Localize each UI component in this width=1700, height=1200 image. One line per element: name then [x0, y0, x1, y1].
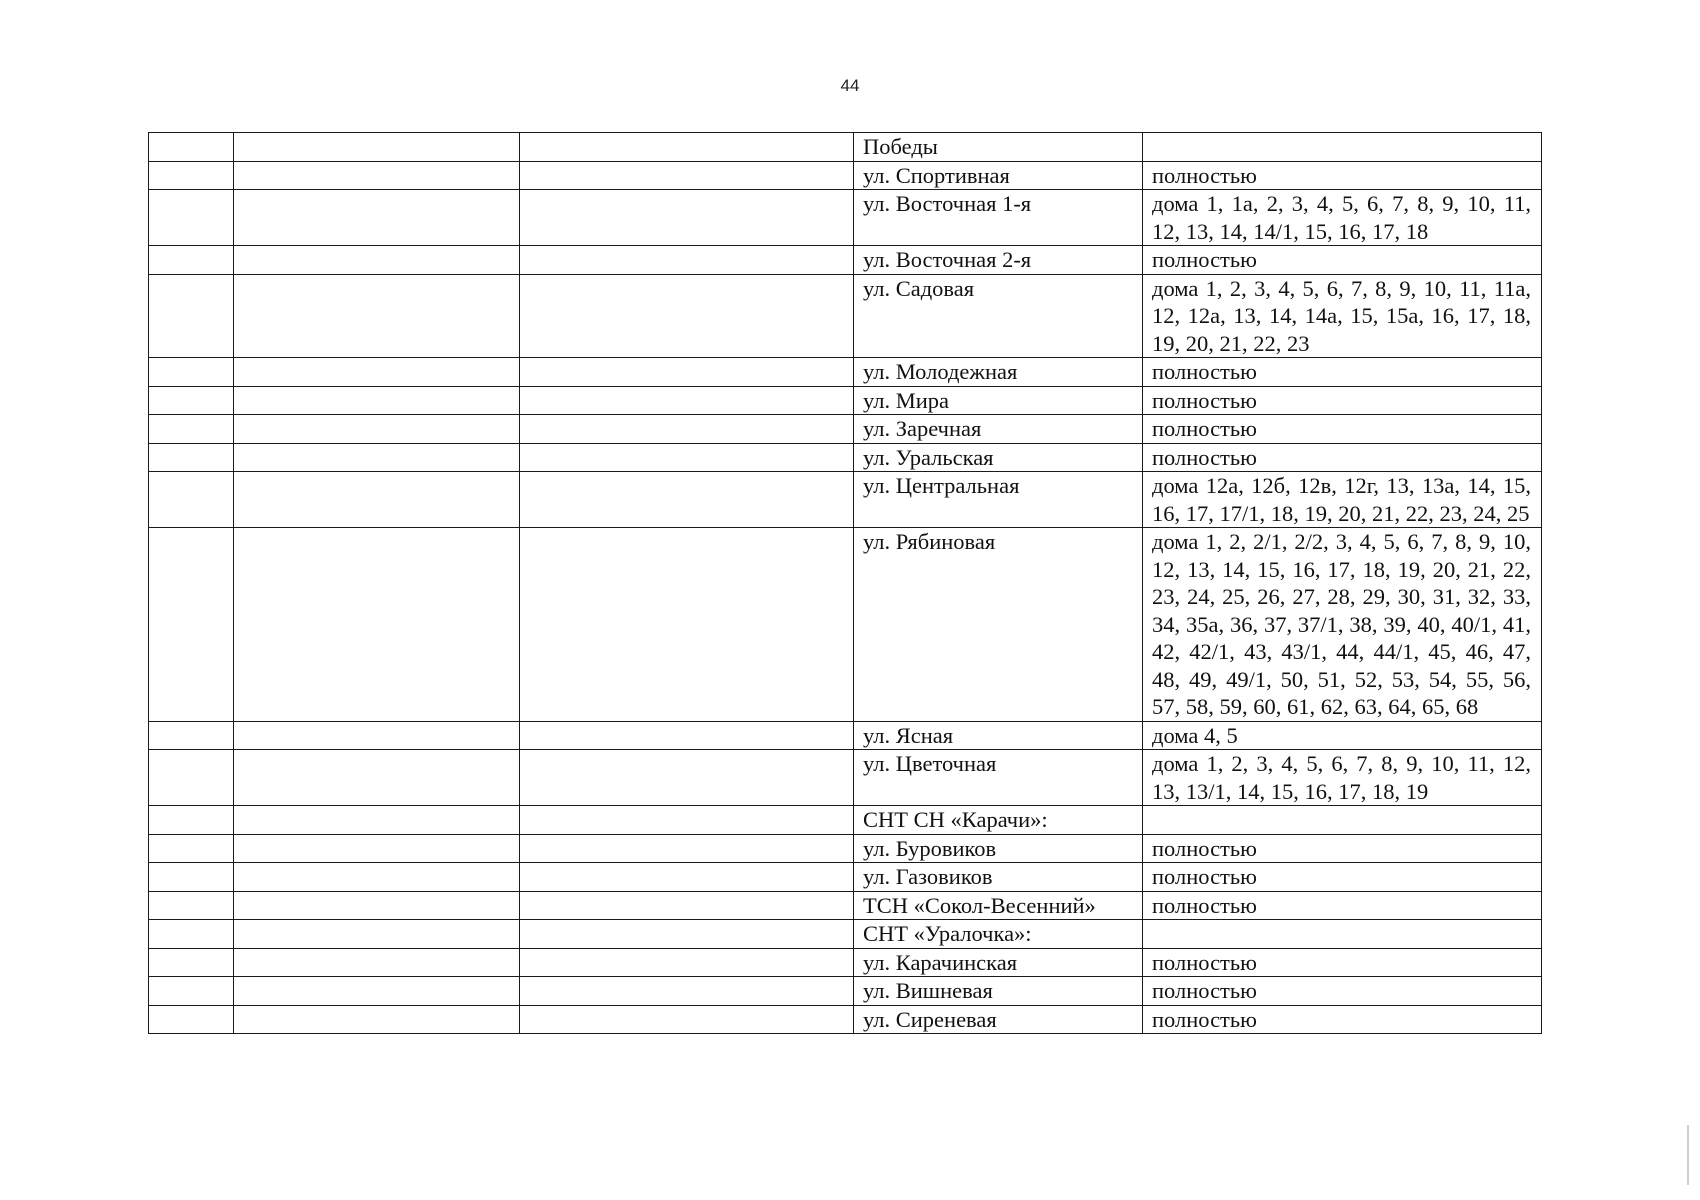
empty-cell [234, 358, 520, 387]
houses-cell: дома 12а, 12б, 12в, 12г, 13, 13а, 14, 15, 16, 17, 17/1, 18, 19, 20, 21, 22, 23, 24, 25 [1143, 472, 1542, 528]
street-cell: ул. Вишневая [854, 977, 1143, 1006]
empty-cell [149, 806, 234, 835]
table-row [149, 472, 1542, 528]
page-number: 44 [840, 76, 860, 95]
empty-cell [520, 834, 854, 863]
table-row [149, 443, 1542, 472]
houses-cell: полностью [1143, 161, 1542, 190]
houses-cell: дома 4, 5 [1143, 721, 1542, 750]
empty-cell [234, 891, 520, 920]
empty-cell [520, 133, 854, 162]
street-cell: СНТ СН «Карачи»: [854, 806, 1143, 835]
empty-cell [149, 920, 234, 949]
table-row [149, 246, 1542, 275]
street-cell: ул. Рябиновая [854, 528, 1143, 722]
houses-cell: полностью [1143, 863, 1542, 892]
houses-cell: дома 1, 2, 3, 4, 5, 6, 7, 8, 9, 10, 11, 12, 13, 13/1, 14, 15, 16, 17, 18, 19 [1143, 750, 1542, 806]
empty-cell [149, 891, 234, 920]
street-cell: ул. Центральная [854, 472, 1143, 528]
empty-cell [234, 133, 520, 162]
table-row [149, 274, 1542, 358]
address-table-body [149, 133, 1542, 1034]
houses-cell: полностью [1143, 834, 1542, 863]
empty-cell [149, 721, 234, 750]
table-row [149, 806, 1542, 835]
empty-cell [520, 948, 854, 977]
empty-cell [234, 948, 520, 977]
empty-cell [149, 863, 234, 892]
street-cell: ул. Заречная [854, 415, 1143, 444]
empty-cell [520, 920, 854, 949]
street-cell: Победы [854, 133, 1143, 162]
houses-cell [1143, 920, 1542, 949]
empty-cell [149, 386, 234, 415]
street-cell: ул. Газовиков [854, 863, 1143, 892]
empty-cell [520, 358, 854, 387]
empty-cell [520, 863, 854, 892]
table-row [149, 386, 1542, 415]
street-cell: ул. Сиреневая [854, 1005, 1143, 1034]
table-row [149, 415, 1542, 444]
houses-cell: полностью [1143, 386, 1542, 415]
empty-cell [234, 806, 520, 835]
empty-cell [234, 415, 520, 444]
table-row [149, 528, 1542, 722]
empty-cell [149, 977, 234, 1006]
empty-cell [520, 977, 854, 1006]
empty-cell [520, 246, 854, 275]
empty-cell [149, 472, 234, 528]
table-row [149, 190, 1542, 246]
street-cell: ул. Ясная [854, 721, 1143, 750]
empty-cell [149, 161, 234, 190]
empty-cell [520, 806, 854, 835]
table-row [149, 750, 1542, 806]
table-row [149, 1005, 1542, 1034]
street-cell: ул. Молодежная [854, 358, 1143, 387]
empty-cell [520, 443, 854, 472]
street-cell: ул. Восточная 1-я [854, 190, 1143, 246]
street-cell: СНТ «Уралочка»: [854, 920, 1143, 949]
empty-cell [149, 246, 234, 275]
empty-cell [234, 161, 520, 190]
empty-cell [149, 274, 234, 358]
empty-cell [149, 834, 234, 863]
table-row [149, 721, 1542, 750]
empty-cell [149, 443, 234, 472]
empty-cell [520, 190, 854, 246]
table-row [149, 948, 1542, 977]
houses-cell: полностью [1143, 1005, 1542, 1034]
empty-cell [234, 274, 520, 358]
empty-cell [520, 472, 854, 528]
street-cell: ул. Буровиков [854, 834, 1143, 863]
street-cell: ул. Восточная 2-я [854, 246, 1143, 275]
empty-cell [234, 528, 520, 722]
houses-cell: дома 1, 2, 2/1, 2/2, 3, 4, 5, 6, 7, 8, 9, 10, 12, 13, 14, 15, 16, 17, 18, 19, 20, 21, 22, 23, 24, 25, 26, 27, 28, 29, 30, 31, 32, 33, 34, 35а, 36, 37, 37/1, 38, 39, 40, 40/1, 41, 42, 42/1, 43, 43/1, 44, 44/1, 45, 46, 47, 48, 49, 49/1, 50, 51, 52, 53, 54, 55, 56, 57, 58, 59, 60, 61, 62, 63, 64, 65, 68 [1143, 528, 1542, 722]
table-row [149, 920, 1542, 949]
empty-cell [520, 1005, 854, 1034]
houses-cell: полностью [1143, 415, 1542, 444]
houses-cell: дома 1, 1а, 2, 3, 4, 5, 6, 7, 8, 9, 10, 11, 12, 13, 14, 14/1, 15, 16, 17, 18 [1143, 190, 1542, 246]
empty-cell [234, 977, 520, 1006]
houses-cell: дома 1, 2, 3, 4, 5, 6, 7, 8, 9, 10, 11, 11а, 12, 12а, 13, 14, 14а, 15, 15а, 16, 17, 18, 19, 20, 21, 22, 23 [1143, 274, 1542, 358]
houses-cell: полностью [1143, 443, 1542, 472]
empty-cell [234, 1005, 520, 1034]
empty-cell [149, 750, 234, 806]
empty-cell [234, 863, 520, 892]
empty-cell [520, 528, 854, 722]
table-row [149, 891, 1542, 920]
empty-cell [520, 161, 854, 190]
empty-cell [234, 190, 520, 246]
empty-cell [149, 358, 234, 387]
street-cell: ТСН «Сокол-Весенний» [854, 891, 1143, 920]
houses-cell [1143, 806, 1542, 835]
table-row [149, 358, 1542, 387]
empty-cell [520, 386, 854, 415]
street-cell: ул. Карачинская [854, 948, 1143, 977]
street-cell: ул. Мира [854, 386, 1143, 415]
houses-cell: полностью [1143, 891, 1542, 920]
empty-cell [234, 920, 520, 949]
empty-cell [520, 415, 854, 444]
address-table [148, 132, 1542, 1034]
empty-cell [234, 721, 520, 750]
houses-cell: полностью [1143, 246, 1542, 275]
empty-cell [149, 133, 234, 162]
houses-cell: полностью [1143, 358, 1542, 387]
street-cell: ул. Садовая [854, 274, 1143, 358]
empty-cell [149, 528, 234, 722]
empty-cell [234, 443, 520, 472]
empty-cell [520, 750, 854, 806]
empty-cell [234, 834, 520, 863]
empty-cell [234, 472, 520, 528]
street-cell: ул. Уральская [854, 443, 1143, 472]
scan-artifact-line [1687, 1125, 1689, 1185]
empty-cell [234, 386, 520, 415]
empty-cell [234, 750, 520, 806]
empty-cell [520, 274, 854, 358]
houses-cell: полностью [1143, 977, 1542, 1006]
empty-cell [520, 721, 854, 750]
houses-cell: полностью [1143, 948, 1542, 977]
empty-cell [149, 948, 234, 977]
empty-cell [149, 415, 234, 444]
table-row [149, 834, 1542, 863]
empty-cell [149, 1005, 234, 1034]
empty-cell [234, 246, 520, 275]
table-row [149, 977, 1542, 1006]
table-row [149, 863, 1542, 892]
houses-cell [1143, 133, 1542, 162]
empty-cell [149, 190, 234, 246]
street-cell: ул. Цветочная [854, 750, 1143, 806]
table-row [149, 133, 1542, 162]
empty-cell [520, 891, 854, 920]
table-row [149, 161, 1542, 190]
street-cell: ул. Спортивная [854, 161, 1143, 190]
